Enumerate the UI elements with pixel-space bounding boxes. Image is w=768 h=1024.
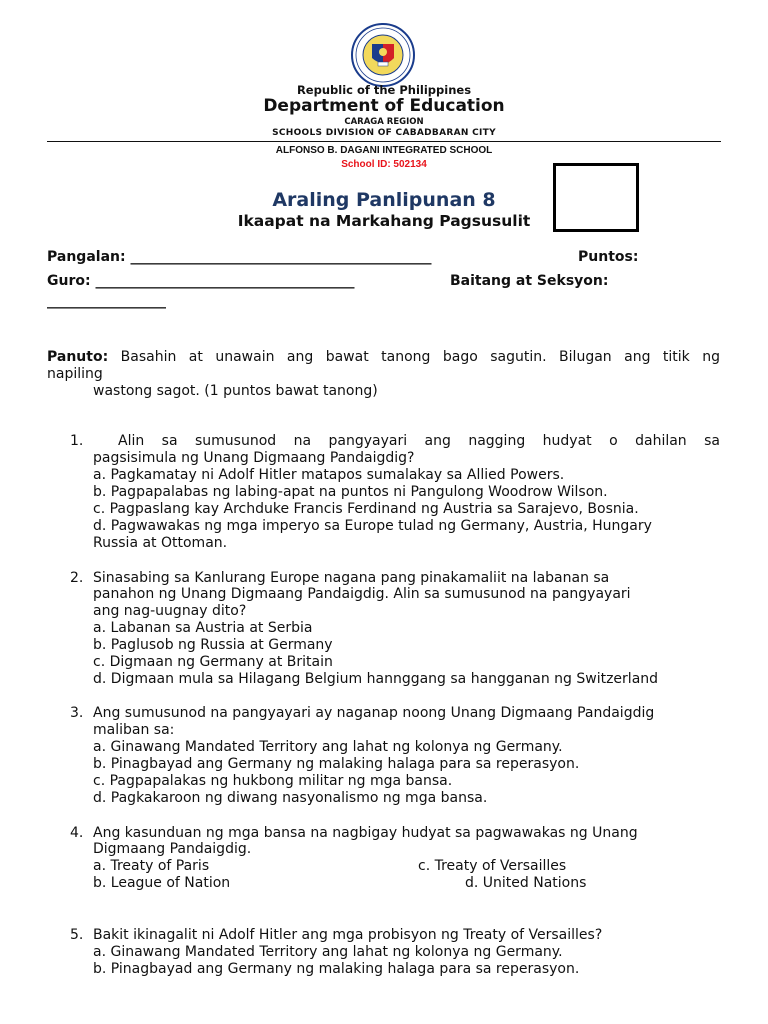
choice[interactable]: a. Ginawang Mandated Territory ang lahat ng kolonya ng Germany.: [93, 944, 563, 960]
section-field[interactable]: _________________: [47, 293, 166, 309]
teacher-field[interactable]: Guro: _____________________________________: [47, 273, 355, 289]
choice[interactable]: d. Digmaan mula sa Hilagang Belgium hannggang sa hangganan ng Switzerland: [93, 671, 659, 687]
choice[interactable]: b. Pinagbayad ang Germany ng malaking halaga para sa reperasyon.: [93, 756, 580, 772]
question-number: 2.: [70, 570, 84, 586]
division-label: SCHOOLS DIVISION OF CABADBARAN CITY: [272, 128, 496, 138]
school-name: ALFONSO B. DAGANI INTEGRATED SCHOOL: [275, 145, 493, 156]
choice[interactable]: d. Pagkakaroon ng diwang nasyonalismo ng mga bansa.: [93, 790, 488, 806]
region-label: CARAGA REGION: [344, 117, 424, 127]
choice[interactable]: b. Pinagbayad ang Germany ng malaking halaga para sa reperasyon.: [93, 961, 580, 977]
choice[interactable]: d. United Nations: [465, 875, 587, 891]
section-label: Baitang at Seksyon:: [450, 273, 609, 289]
instructions-text: Basahin at unawain ang bawat tanong bago sagutin. Bilugan ang titik ng: [120, 349, 721, 365]
question-text: ang nag-uugnay dito?: [93, 603, 247, 619]
name-field[interactable]: Pangalan: ___________________________________________: [47, 249, 432, 265]
question-number: 5.: [70, 927, 84, 943]
choice[interactable]: a. Treaty of Paris: [93, 858, 210, 874]
question-text: maliban sa:: [93, 722, 175, 738]
choice-continued: Russia at Ottoman.: [93, 535, 228, 551]
instructions-label: Panuto:: [47, 349, 109, 365]
choice[interactable]: a. Labanan sa Austria at Serbia: [93, 620, 313, 636]
instructions-line-3: wastong sagot. (1 puntos bawat tanong): [93, 383, 378, 399]
department-title: Department of Education: [263, 96, 505, 116]
exam-title: Ikaapat na Markahang Pagsusulit: [237, 212, 531, 230]
choice[interactable]: a. Ginawang Mandated Territory ang lahat ng kolonya ng Germany.: [93, 739, 563, 755]
school-id: School ID: 502134: [341, 159, 427, 170]
question-number: 3.: [70, 705, 84, 721]
choice[interactable]: d. Pagwawakas ng mga imperyo sa Europe tulad ng Germany, Austria, Hungary: [93, 518, 652, 534]
question-text: Alin sa sumusunod na pangyayari ang nagging hudyat o dahilan sa: [118, 433, 720, 449]
choice[interactable]: a. Pagkamatay ni Adolf Hitler matapos sumalakay sa Allied Powers.: [93, 467, 565, 483]
choice[interactable]: c. Digmaan ng Germany at Britain: [93, 654, 333, 670]
question-text: Digmaang Pandaigdig.: [93, 841, 252, 857]
instructions-line-1: [47, 349, 720, 366]
question-number: 4.: [70, 825, 84, 841]
choice[interactable]: c. Pagpapalakas ng hukbong militar ng mga bansa.: [93, 773, 453, 789]
subject-title: Araling Panlipunan 8: [272, 189, 496, 211]
instructions-line-2: napiling: [47, 366, 103, 382]
question-text: panahon ng Unang Digmaang Pandaigdig. Alin sa sumusunod na pangyayari: [93, 586, 631, 602]
question-text: Ang sumusunod na pangyayari ay naganap noong Unang Digmaang Pandaigdig: [93, 705, 655, 721]
score-label: Puntos:: [578, 249, 639, 265]
choice[interactable]: b. Paglusob ng Russia at Germany: [93, 637, 333, 653]
question-text: Ang kasunduan ng mga bansa na nagbigay hudyat sa pagwawakas ng Unang: [93, 825, 638, 841]
republic-label: Republic of the Philippines: [296, 83, 472, 97]
choice[interactable]: c. Pagpaslang kay Archduke Francis Ferdinand ng Austria sa Sarajevo, Bosnia.: [93, 501, 639, 517]
header-divider: [47, 141, 721, 142]
choice[interactable]: b. Pagpapalabas ng labing-apat na puntos ni Pangulong Woodrow Wilson.: [93, 484, 608, 500]
question-text: Sinasabing sa Kanlurang Europe nagana pang pinakamaliit na labanan sa: [93, 570, 610, 586]
choice[interactable]: b. League of Nation: [93, 875, 231, 891]
question-text: Bakit ikinagalit ni Adolf Hitler ang mga probisyon ng Treaty of Versailles?: [93, 927, 603, 943]
question-number: 1.: [70, 433, 84, 449]
choice[interactable]: c. Treaty of Versailles: [418, 858, 567, 874]
deped-seal: [348, 22, 418, 88]
question-text: pagsisimula ng Unang Digmaang Pandaigdig?: [93, 450, 415, 466]
